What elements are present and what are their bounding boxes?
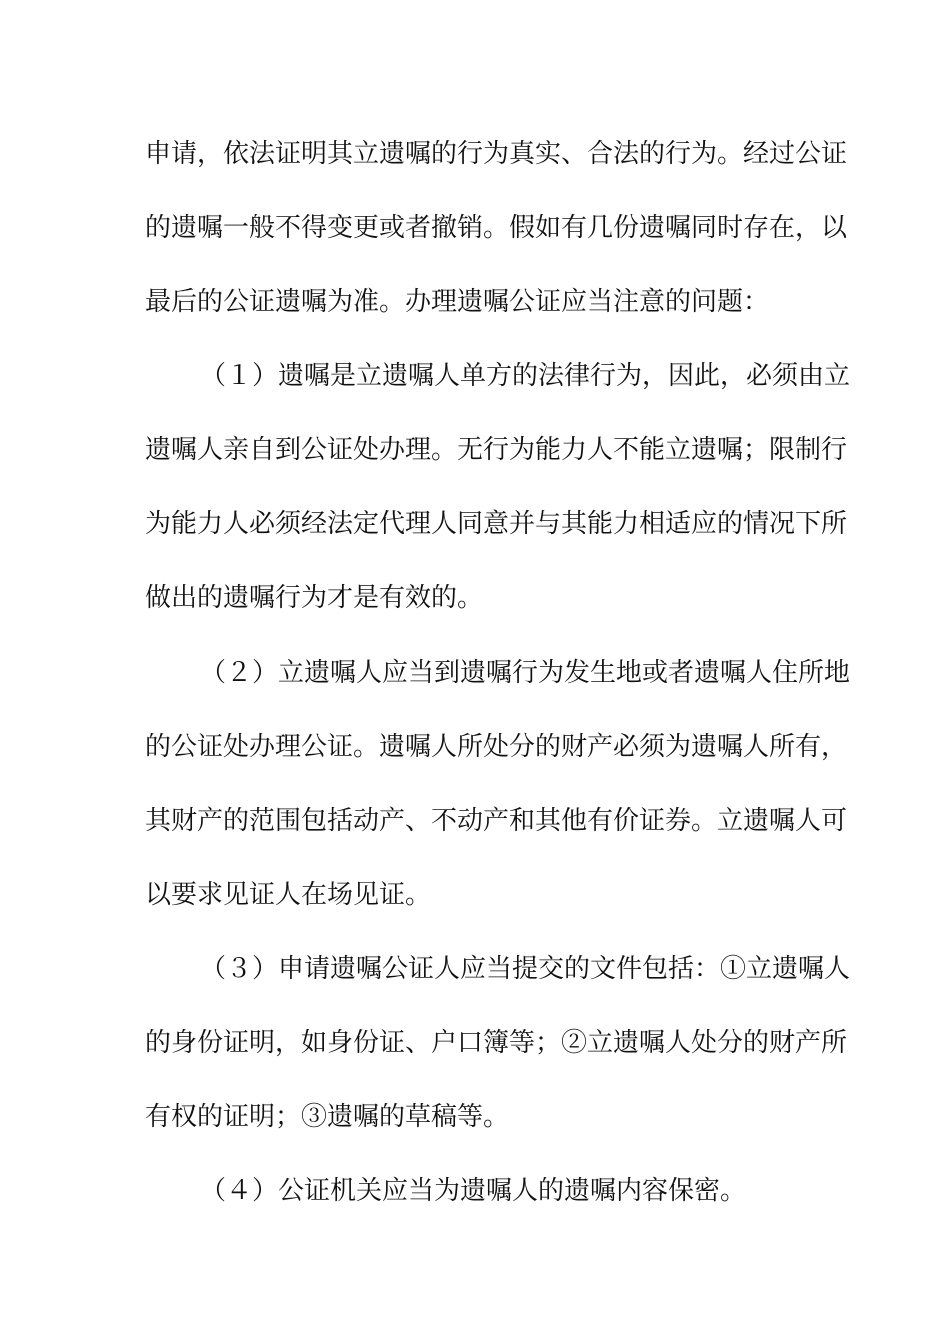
paragraph-line: 最后的公证遗嘱为准。办理遗嘱公证应当注意的问题：: [145, 287, 770, 317]
paragraph-line: 遗嘱人亲自到公证处办理。无行为能力人不能立遗嘱；限制行: [145, 435, 848, 465]
paragraph-line: 的身份证明，如身份证、户口簿等；②立遗嘱人处分的财产所: [145, 1028, 848, 1058]
paragraph-line: 的公证处办理公证。遗嘱人所处分的财产必须为遗嘱人所有，: [145, 732, 848, 762]
paragraph-line: （１）遗嘱是立遗嘱人单方的法律行为，因此，必须由立: [200, 361, 851, 391]
paragraph-line: 的遗嘱一般不得变更或者撤销。假如有几份遗嘱同时存在，以: [145, 213, 848, 243]
paragraph-line: 以要求见证人在场见证。: [145, 880, 432, 910]
paragraph-line: 有权的证明；③遗嘱的草稿等。: [145, 1102, 510, 1132]
paragraph-line: 做出的遗嘱行为才是有效的。: [145, 583, 484, 613]
paragraph-line: （３）申请遗嘱公证人应当提交的文件包括：①立遗嘱人: [200, 954, 851, 984]
paragraph-line: 为能力人必须经法定代理人同意并与其能力相适应的情况下所: [145, 509, 848, 539]
paragraph-line: （４）公证机关应当为遗嘱人的遗嘱内容保密。: [200, 1176, 747, 1206]
paragraph-line: 申请，依法证明其立遗嘱的行为真实、合法的行为。经过公证: [145, 139, 848, 169]
paragraph-line: 其财产的范围包括动产、不动产和其他有价证券。立遗嘱人可: [145, 806, 848, 836]
paragraph-line: （２）立遗嘱人应当到遗嘱行为发生地或者遗嘱人住所地: [200, 658, 851, 688]
